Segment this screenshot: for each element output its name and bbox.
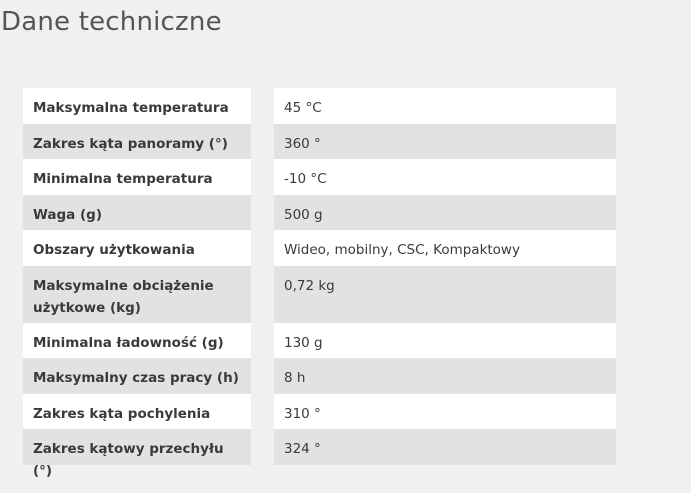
spec-label: Zakres kątowy przechyłu (°) — [23, 429, 251, 465]
spec-label: Zakres kąta pochylenia — [23, 394, 251, 430]
cell-gap — [251, 195, 274, 231]
specs-table — [23, 88, 616, 479]
spec-row — [23, 323, 616, 359]
cell-gap — [251, 358, 274, 394]
spec-value: 0,72 kg — [274, 266, 616, 323]
spec-label: Minimalna ładowność (g) — [23, 323, 251, 359]
spec-row — [23, 394, 616, 430]
spec-label: Maksymalny czas pracy (h) — [23, 358, 251, 394]
spec-value: Wideo, mobilny, CSC, Kompaktowy — [274, 230, 616, 266]
spec-value: -10 °C — [274, 159, 616, 195]
spec-label: Zakres kąta panoramy (°) — [23, 124, 251, 160]
spec-row — [23, 429, 616, 479]
spec-row — [23, 358, 616, 394]
spec-label: Waga (g) — [23, 195, 251, 231]
spec-row — [23, 88, 616, 124]
spec-label: Minimalna temperatura — [23, 159, 251, 195]
spec-row — [23, 266, 616, 323]
cell-gap — [251, 230, 274, 266]
spec-value: 45 °C — [274, 88, 616, 124]
cell-gap — [251, 394, 274, 430]
cell-gap — [251, 429, 274, 465]
page-title: Dane techniczne — [1, 7, 222, 37]
cell-gap — [251, 266, 274, 323]
spec-value: 310 ° — [274, 394, 616, 430]
cell-gap — [251, 323, 274, 359]
spec-label: Maksymalne obciążenie użytkowe (kg) — [23, 266, 251, 323]
spec-label: Maksymalna temperatura — [23, 88, 251, 124]
cell-gap — [251, 159, 274, 195]
spec-row — [23, 124, 616, 160]
spec-row — [23, 159, 616, 195]
spec-value: 500 g — [274, 195, 616, 231]
spec-value: 130 g — [274, 323, 616, 359]
spec-value: 324 ° — [274, 429, 616, 465]
cell-gap — [251, 88, 274, 124]
spec-label: Obszary użytkowania — [23, 230, 251, 266]
spec-value: 8 h — [274, 358, 616, 394]
spec-value: 360 ° — [274, 124, 616, 160]
spec-row — [23, 230, 616, 266]
cell-gap — [251, 124, 274, 160]
spec-row — [23, 195, 616, 231]
